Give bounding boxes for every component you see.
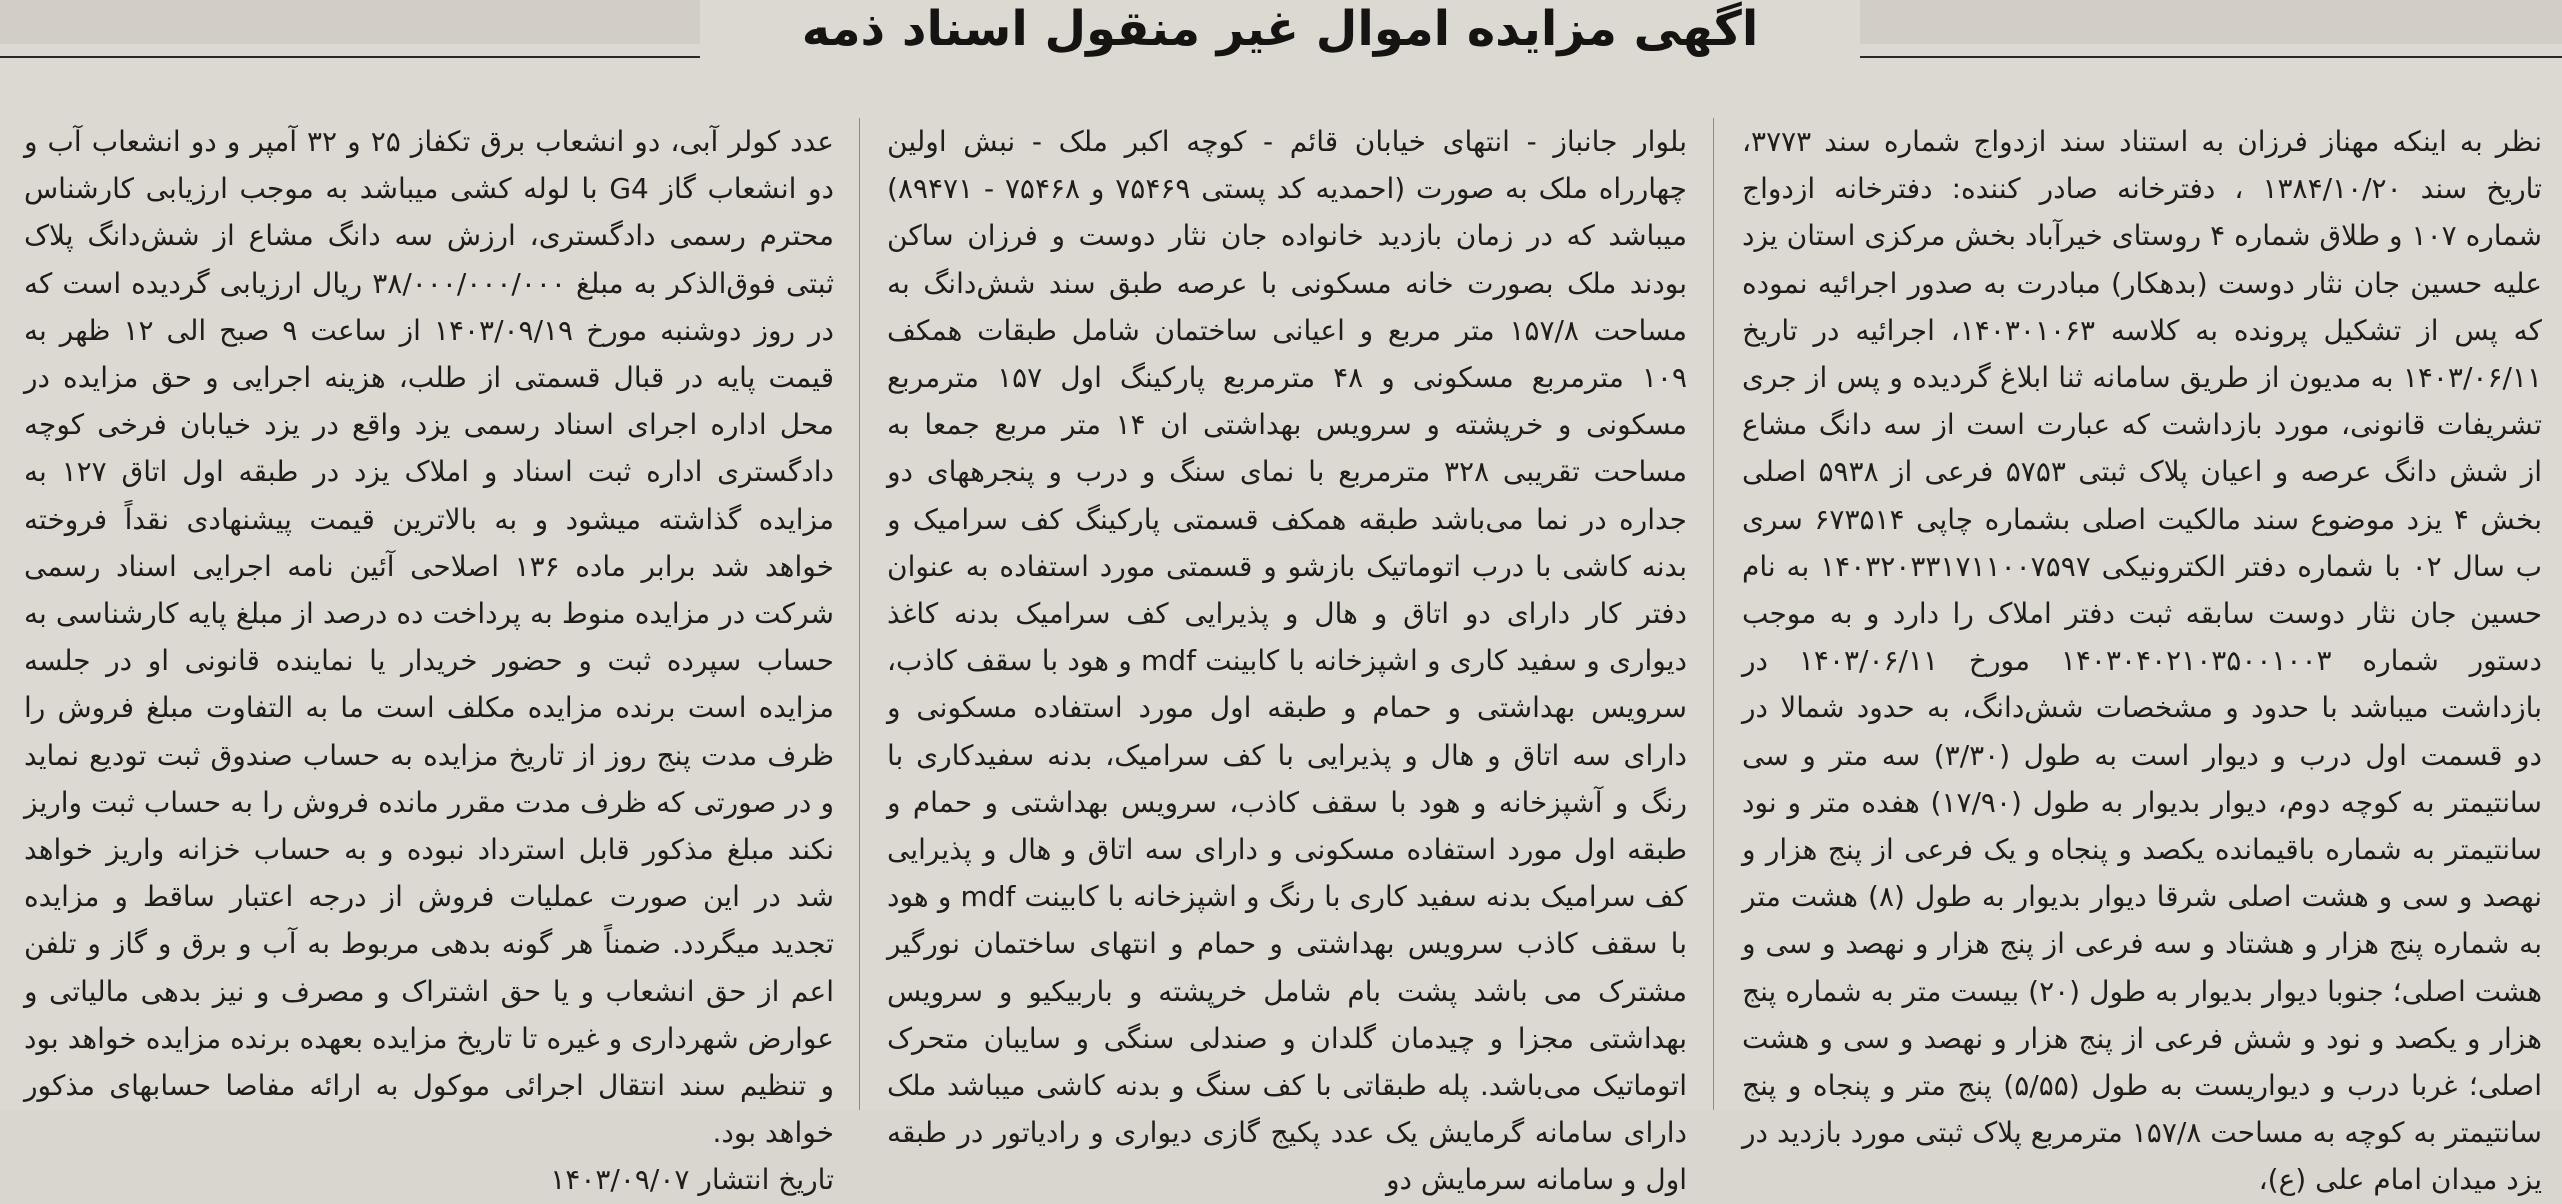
column-divider bbox=[859, 118, 860, 1110]
column-right-text: نظر به اینکه مهناز فرزان به استناد سند ازدواج شماره سند ۳۷۷۳، تاریخ سند ۱۳۸۴/۱۰/۲۰ ، دفترخانه صادر کننده: دفترخانه ازدواج شماره ۱۰۷ و طلاق شماره ۴ روستای خیرآباد بخش مرکزی استان یزد علیه حسین جان نثار دوست (بدهکار) مبادرت به صدور اجرائیه نموده که پس از تشکیل پرونده به کلاسه ۱۴۰۳۰۱۰۶۳، اجرائیه در تاریخ ۱۴۰۳/۰۶/۱۱ به مدیون از طریق سامانه ثنا ابلاغ گردیده و پس از جری تشریفات قانونی، مورد بازداشت که عبارت است از سه دانگ مشاع از شش دانگ عرصه و اعیان پلاک ثبتی ۵۷۵۳ فرعی از ۵۹۳۸ اصلی بخش ۴ یزد موضوع سند مالکیت اصلی بشماره چاپی ۶۷۳۵۱۴ سری ب سال ۰۲ با شماره دفتر الکترونیکی ۱۴۰۳۲۰۳۳۱۷۱۱۰۰۷۵۹۷ به نام حسین جان نثار دوست سابقه ثبت دفتر املاک را دارد و به موجب دستور شماره ۱۴۰۳۰۴۰۲۱۰۳۵۰۰۱۰۰۳ مورخ ۱۴۰۳/۰۶/۱۱ در بازداشت میباشد با حدود و مشخصات شش‌دانگ، به حدود شمالا در دو قسمت اول درب و دیوار است به طول (۳/۳۰) سه متر و سی سانتیمتر به کوچه دوم، دیوار بدیوار به طول (۱۷/۹۰) هفده متر و نود سانتیمتر به شماره باقیمانده یکصد و پنجاه و یک فرعی از پنج هزار و نهصد و سی و هشت اصلی شرقا دیوار بدیوار به طول (۸) هشت متر به شماره پنج هزار و هشتاد و سه فرعی از پنج هزار و نهصد و سی و هشت اصلی؛ جنوبا دیوار بدیوار به طول (۲۰) بیست متر به شماره پنج هزار و یکصد و نود و شش فرعی از پنج هزار و نهصد و سی و هشت اصلی؛ غربا درب و دیواریست به طول (۵/۵۵) پنج متر و پنجاه و پنج سانتیمتر به کوچه به مساحت ۱۵۷/۸ مترمربع پلاک ثبتی مورد بازدید در یزد میدان امام علی (ع)، bbox=[1742, 125, 2543, 1197]
column-middle bbox=[887, 118, 1688, 1197]
column-divider bbox=[1713, 118, 1714, 1110]
column-right bbox=[1742, 118, 2543, 1197]
column-left-text: عدد کولر آبی، دو انشعاب برق تکفاز ۲۵ و ۳۲ آمپر و دو انشعاب آب و دو انشعاب گاز G4 با لوله کشی میباشد به موجب ارزیابی کارشناس محترم رسمی دادگستری، ارزش سه دانگ مشاع از شش‌دانگ پلاک ثبتی فوق‌الذکر به مبلغ ۳۸/۰۰۰/۰۰۰/۰۰۰ ریال ارزیابی گردیده است که در روز دوشنبه مورخ ۱۴۰۳/۰۹/۱۹ از ساعت ۹ صبح الی ۱۲ ظهر به قیمت پایه در قبال قسمتی از طلب، هزینه اجرایی و حق مزایده در محل اداره اجرای اسناد رسمی یزد واقع در یزد خیابان فرخی کوچه دادگستری اداره ثبت اسناد و املاک یزد در طبقه اول اتاق ۱۲۷ به مزایده گذاشته میشود و به بالاترین قیمت پیشنهادی نقداً فروخته خواهد شد برابر ماده ۱۳۶ اصلاحی آئین نامه اجرایی اسناد رسمی شرکت در مزایده منوط به پرداخت ده درصد از مبلغ پایه کارشناسی به حساب سپرده ثبت و حضور خریدار یا نماینده قانونی او در جلسه مزایده است برنده مزایده مکلف است ما به التفاوت مبلغ فروش را ظرف مدت پنج روز از تاریخ مزایده به حساب صندوق ثبت تودیع نماید و در صورتی که ظرف مدت مقرر مانده فروش را به حساب ثبت واریز نکند مبلغ مذکور قابل استرداد نبوده و به حساب خزانه واریز خواهد شد در این صورت عملیات فروش از درجه اعتبار ساقط و مزایده تجدید میگردد. ضمناً هر گونه بدهی مربوط به آب و برق و گاز و تلفن اعم از حق انشعاب و یا حق اشتراک و مصرف و نیز بدهی مالیاتی و عوارض شهرداری و غیره تا تاریخ مزایده بعهده برنده مزایده خواهد بود و تنظیم سند انتقال اجرائی موکول به ارائه مفاصا حسابهای مذکور خواهد بود. bbox=[24, 125, 835, 1150]
notice-title: اگهی مزایده اموال غیر منقول اسناد ذمه bbox=[700, 0, 1860, 58]
publication-date: تاریخ انتشار ۱۴۰۳/۰۹/۰۷ bbox=[550, 1163, 834, 1197]
column-left bbox=[24, 118, 835, 1197]
bleed-through-text-right bbox=[1742, 0, 2562, 44]
column-middle-text: بلوار جانباز - انتهای خیابان قائم - کوچه اکبر ملک - نبش اولین چهارراه ملک به صورت (احمدیه کد پستی ۷۵۴۶۹ و ۷۵۴۶۸ - ۸۹۴۷۱) میباشد که در زمان بازدید خانواده جان نثار دوست و فرزان ساکن بودند ملک بصورت خانه مسکونی با عرصه طبق سند شش‌دانگ به مساحت ۱۵۷/۸ متر مربع و اعیانی ساختمان شامل طبقات همکف ۱۰۹ مترمربع مسکونی و ۴۸ مترمربع پارکینگ اول ۱۵۷ مترمربع مسکونی و خرپشته و سرویس بهداشتی ان ۱۴ متر مربع جمعا به مساحت تقریبی ۳۲۸ مترمربع با نمای سنگ و درب و پنجرههای دو جداره در نما می‌باشد طبقه همکف قسمتی پارکینگ کف سرامیک و بدنه کاشی با درب اتوماتیک بازشو و قسمتی مورد استفاده به عنوان دفتر کار دارای دو اتاق و هال و پذیرایی کف سرامیک بدنه کاغذ دیواری و سفید کاری و اشپزخانه با کابینت mdf و هود با سقف کاذب، سرویس بهداشتی و حمام و طبقه اول مورد استفاده مسکونی و دارای سه اتاق و هال و پذیرایی با کف سرامیک، بدنه سفیدکاری با رنگ و آشپزخانه و هود با سقف کاذب، سرویس بهداشتی و حمام و طبقه اول مورد استفاده مسکونی و دارای سه اتاق و هال و پذیرایی کف سرامیک بدنه سفید کاری با رنگ و اشپزخانه با کابینت mdf و هود با سقف کاذب سرویس بهداشتی و حمام و انتهای ساختمان نورگیر مشترک می باشد پشت بام شامل خرپشته و باربیکیو و سرویس بهداشتی مجزا و چیدمان گلدان و صندلی سنگی و سایبان متحرک اتوماتیک می‌باشد. پله طبقاتی با کف سنگ و بدنه کاشی میباشد ملک دارای سامانه گرمایش یک عدد پکیج گازی دیواری و رادیاتور در طبقه اول و سامانه سرمایش دو bbox=[887, 125, 1688, 1197]
